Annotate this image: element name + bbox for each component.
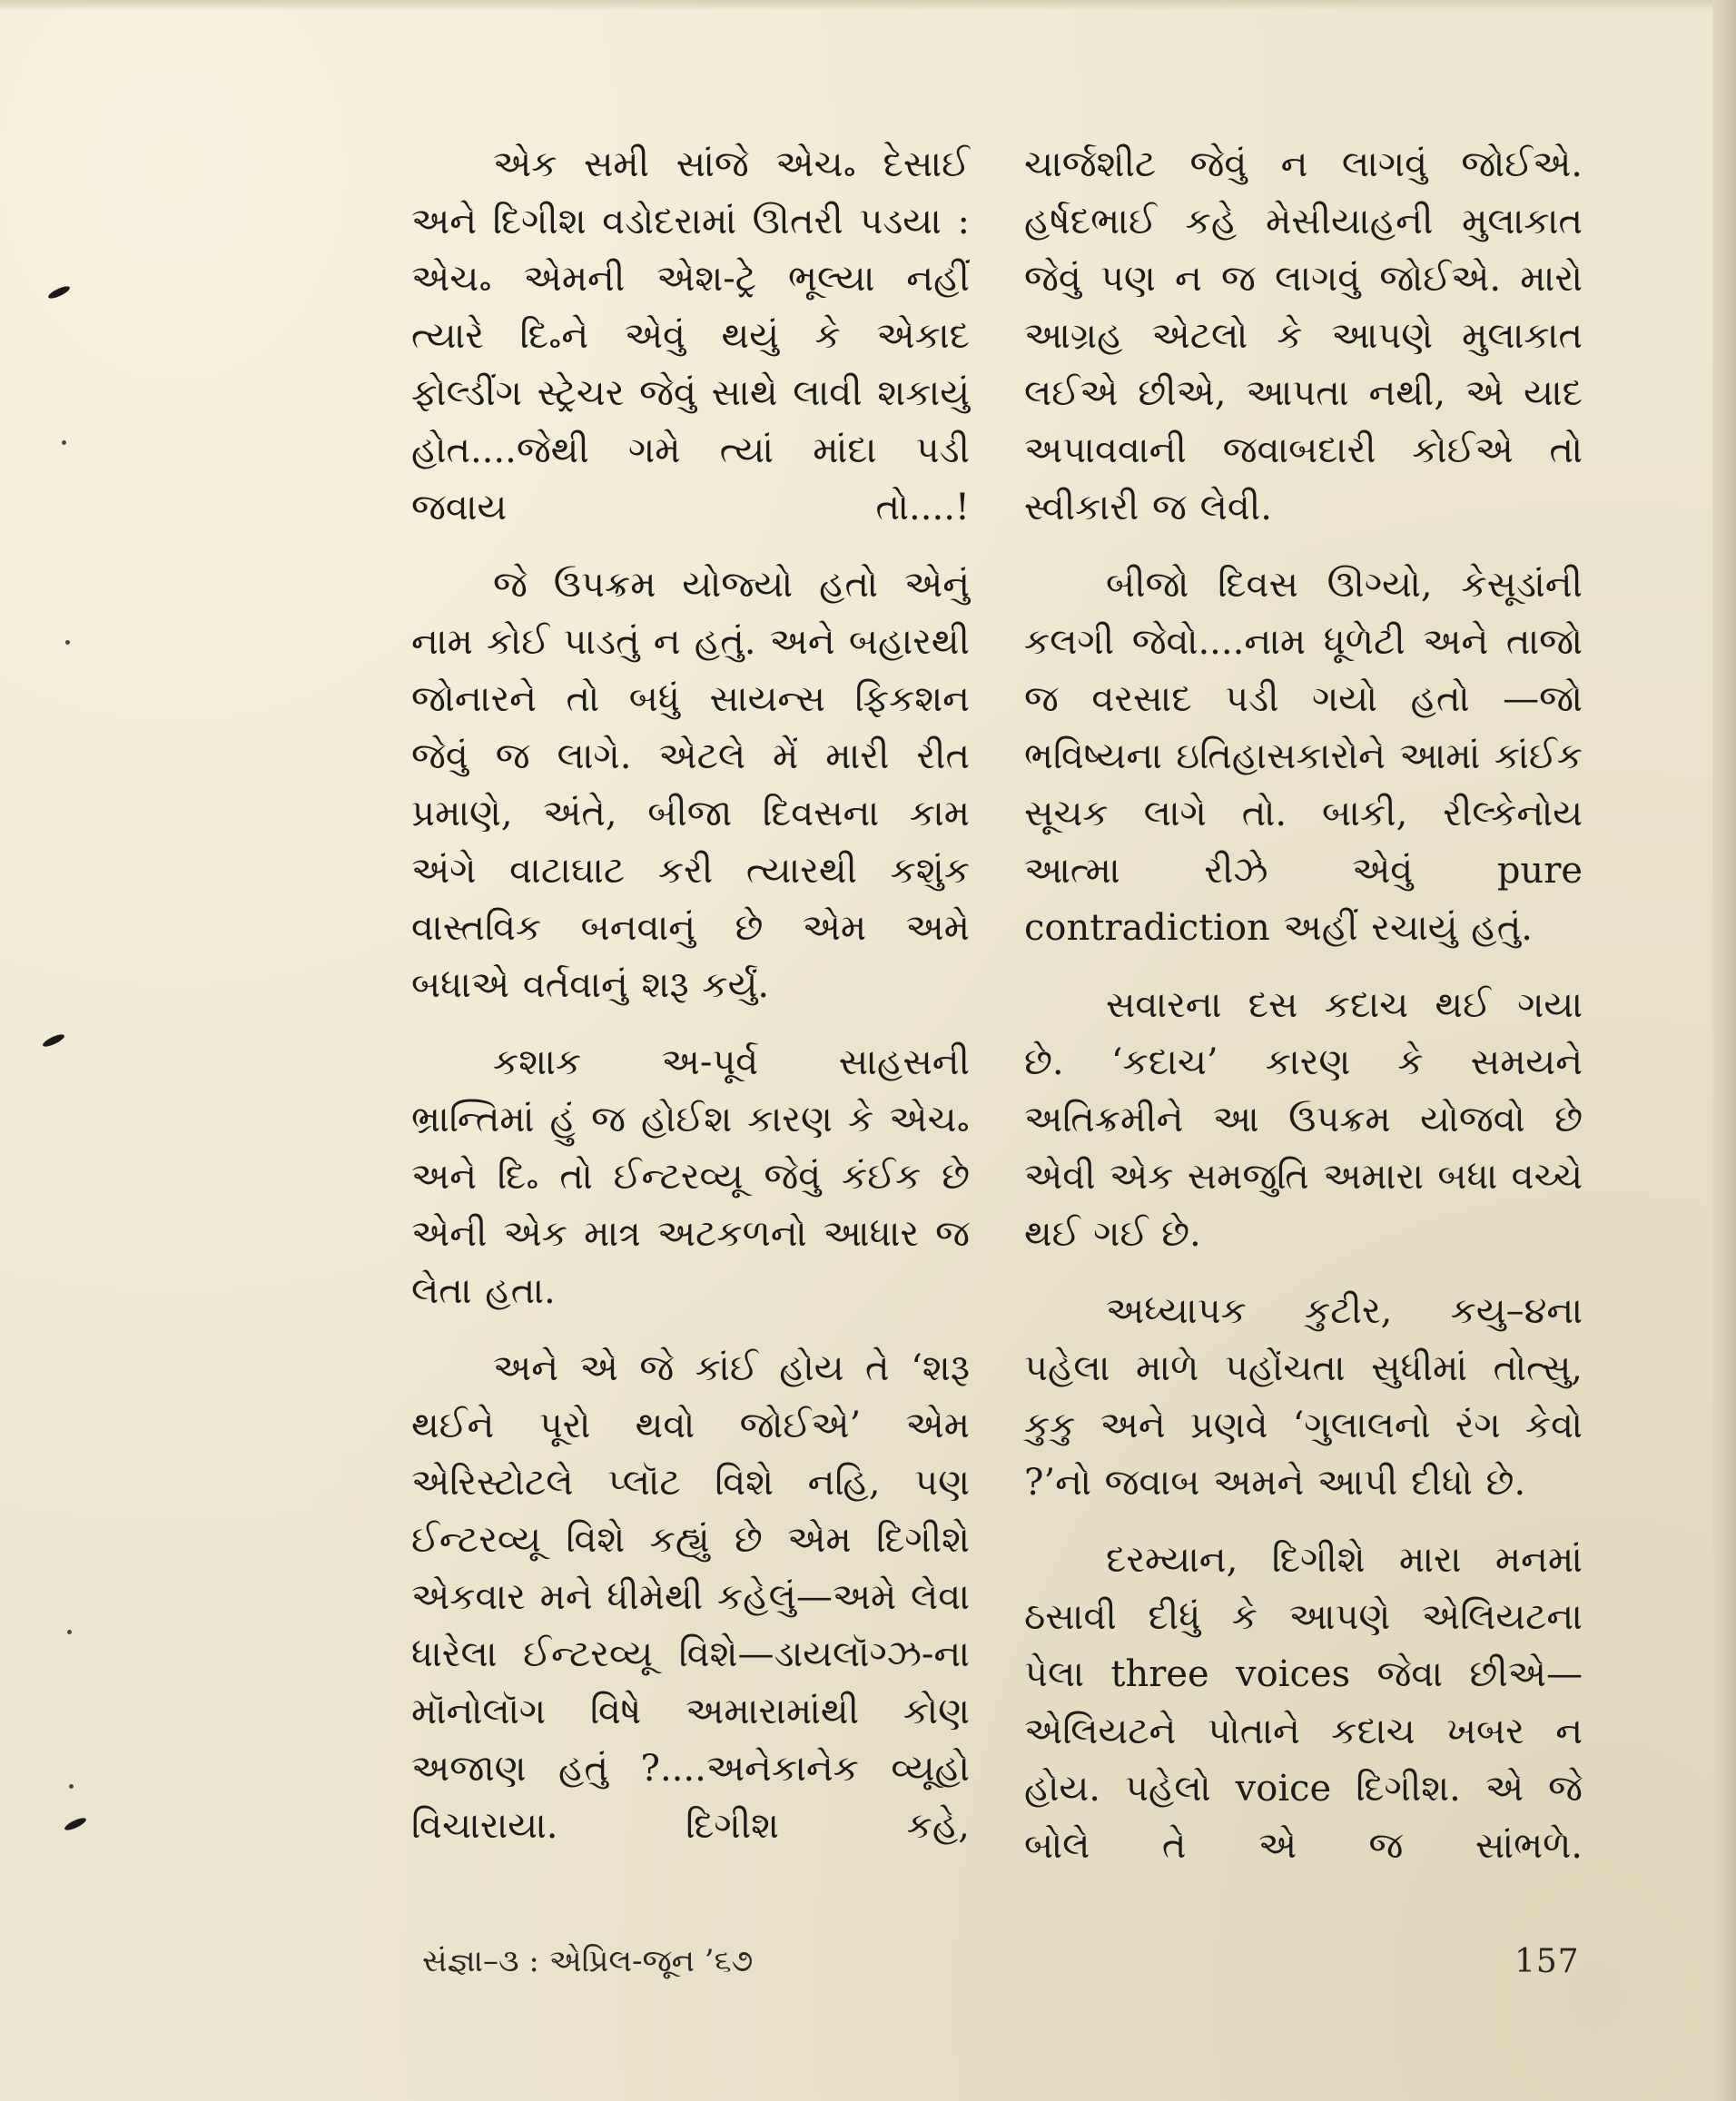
paragraph: બીજો દિવસ ઊગ્યો, કેસૂડાંની કલગી જેવો....નામ ધૂળેટી અને તાજો જ વરસાદ પડી ગયો હતો —જો ભવિષ્યના ઇતિહાસકારોને આમાં કાંઈક સૂચક લાગે તો. બાકી, રીલ્કેનોય આત્મા રીઝે એવું pure contradiction અહીં રચાયું હતું. <box>1024 564 1583 949</box>
page-number: 157 <box>1514 1943 1580 1980</box>
paragraph: એક સમી સાંજે એચ૰ દેસાઈ અને દિગીશ વડોદરામાં ઊતરી પડયા : એચ૰ એમની એશ-ટ્રે ભૂલ્યા નહીં ત્યારે દિ૰ને એવું થયું કે એકાદ ફોલ્ડીંગ સ્ટ્રેચર જેવું સાથે લાવી શકાયું હોત....જેથી ગમે ત્યાં માંદા પડી જવાય તો....! <box>411 143 970 528</box>
punch-hole-mark <box>42 1032 66 1049</box>
speck <box>69 1784 74 1789</box>
paragraph: સવારના દસ કદાચ થઈ ગયા છે. ‘કદાચ’ કારણ કે સમયને અતિક્રમીને આ ઉપક્રમ યોજવો છે એવી એક સમજુતિ અમારા બધા વચ્ચે થઈ ગઈ છે. <box>1024 984 1583 1255</box>
paragraph: ચાર્જશીટ જેવું ન લાગવું જોઈએ. હર્ષદભાઈ કહે મેસીયાહની મુલાકાત જેવું પણ ન જ લાગવું જોઈએ. મારો આગ્રહ એટલો કે આપણે મુલાકાત લઈએ છીએ, આપતા નથી, એ યાદ અપાવવાની જવાબદારી કોઈએ તો સ્વીકારી જ લેવી. <box>1024 143 1583 528</box>
paragraph: કશાક અ-પૂર્વ સાહસની ભ્રાન્તિમાં હું જ હોઈશ કારણ કે એચ૰ અને દિ૰ તો ઈન્ટરવ્યૂ જેવું કંઈક છે એની એક માત્ર અટકળનો આધાર જ લેતા હતા. <box>411 1041 970 1312</box>
punch-hole-mark <box>64 1816 88 1832</box>
left-text-column <box>411 136 970 1875</box>
paragraph: જે ઉપક્રમ યોજ્યો હતો એનું નામ કોઈ પાડતું ન હતું. અને બહારથી જોનારને તો બધું સાયન્સ ફિકશન જેવું જ લાગે. એટલે મેં મારી રીત પ્રમાણે, અંતે, બીજા દિવસના કામ અંગે વાટાઘાટ કરી ત્યારથી કશુંક વાસ્તવિક બનવાનું છે એમ અમે બધાએ વર્તવાનું શરૂ કર્યું. <box>411 564 970 1006</box>
journal-footer: સંજ્ઞા–૩ : એપ્રિલ-જૂન ’૬૭ <box>422 1943 754 1979</box>
right-text-column <box>1024 136 1583 1895</box>
speck <box>62 440 66 445</box>
page-top-edge <box>0 0 1736 11</box>
paragraph: અને એ જે કાંઈ હોય તે ‘શરૂ થઈને પૂરો થવો જોઈએ’ એમ એરિસ્ટોટલે પ્લૉટ વિશે નહિ, પણ ઈન્ટરવ્યૂ વિશે કહ્યું છે એમ દિગીશે એકવાર મને ધીમેથી કહેલું—અમે લેવા ધારેલા ઈન્ટરવ્યૂ વિશે—ડાયલૉગ્ઝ-ના મૉનોલૉગ વિષે અમારામાંથી કોણ અજાણ હતું ?....અનેકાનેક વ્યૂહો વિચારાયા. દિગીશ કહે, <box>411 1347 970 1847</box>
speck <box>67 1630 72 1634</box>
page-right-edge <box>1712 0 1736 2101</box>
paragraph: અધ્યાપક કુટીર, કયુ–૪ના પહેલા માળે પહોંચતા સુધીમાં તોત્સુ, કુકુ અને પ્રણવે ‘ગુલાલનો રંગ કેવો ?’નો જવાબ અમને આપી દીધો છે. <box>1024 1290 1583 1504</box>
paragraph: દરમ્યાન, દિગીશે મારા મનમાં ઠસાવી દીધું કે આપણે એલિયટના પેલા three voices જેવા છીએ—એલિયટને પોતાને કદાચ ખબર ન હોય. પહેલો voice દિગીશ. એ જે બોલે તે એ જ સાંભળે. <box>1024 1539 1583 1867</box>
punch-hole-mark <box>47 284 72 301</box>
speck <box>65 640 70 645</box>
